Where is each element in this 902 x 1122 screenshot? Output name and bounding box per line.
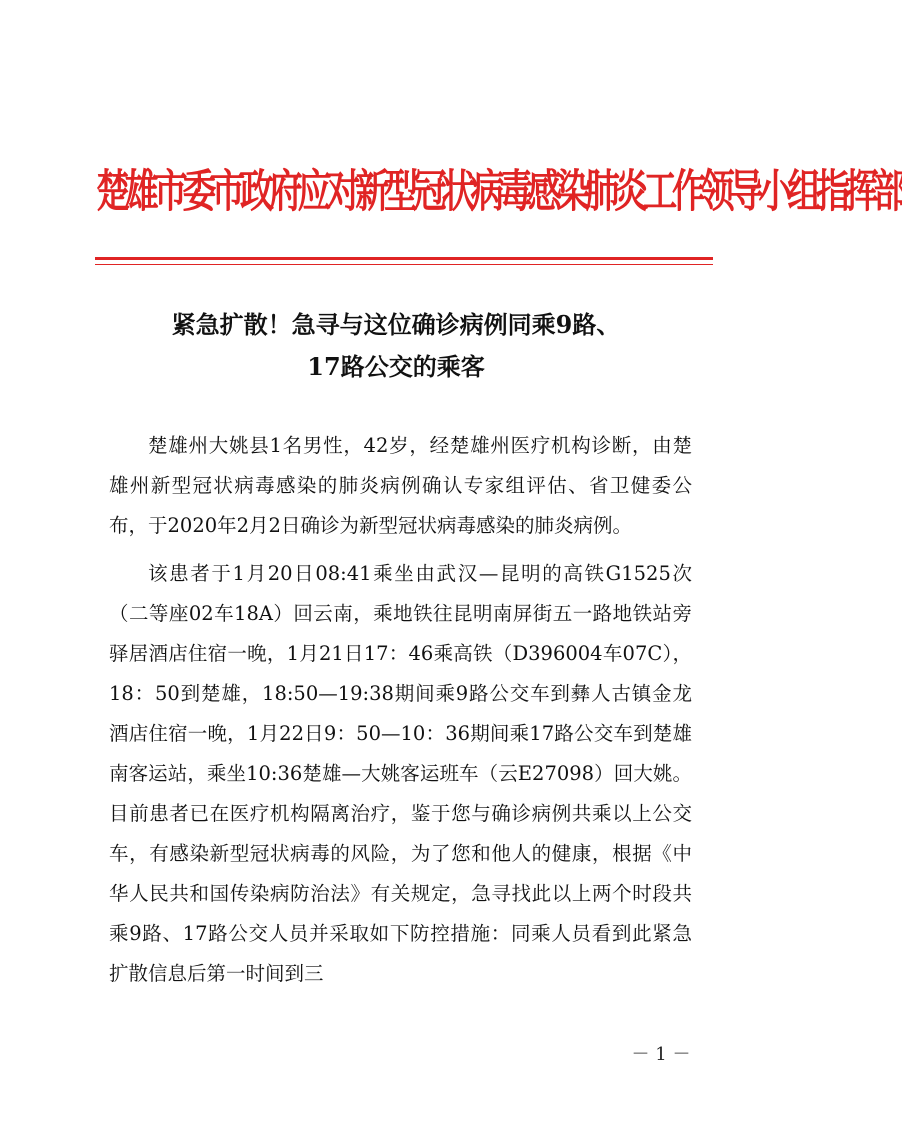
title-line-2: 17路公交的乘客 [307,352,485,381]
paragraph-1: 楚雄州大姚县1名男性，42岁，经楚雄州医疗机构诊断，由楚雄州新型冠状病毒感染的肺炎病例确认专家组评估、省卫健委公布，于2020年2月2日确诊为新型冠状病毒感染的肺炎病例。 [109,434,692,537]
document-title [96,304,696,388]
header-rule-thin [95,264,713,265]
page-number: － 1 － [631,1044,691,1065]
title-line-1: 紧急扩散！急寻与这位确诊病例同乘9路、 [171,310,621,339]
org-header: 楚雄市委市政府应对新型冠状病毒感染肺炎工作领导小组指挥部 [96,165,902,219]
paragraph-2: 该患者于1月20日08:41乘坐由武汉—昆明的高铁G1525次（二等座02车18A）回云南，乘地铁往昆明南屏街五一路地铁站旁驿居酒店住宿一晚，1月21日17：46乘高铁（D396004车07C），18：50到楚雄，18:50—19:38期间乘9路公交车到彝人古镇金龙酒店住宿一晚，1月22日9：50—10：36期间乘17路公交车到楚雄南客运站，乘坐10:36楚雄—大姚客运班车（云E27098）回大姚。目前患者已在医疗机构隔离治疗，鉴于您与确诊病例共乘以上公交车，有感染新型冠状病毒的风险，为了您和他人的健康，根据《中华人民共和国传染病防治法》有关规定，急寻找此以上两个时段共乘9路、17路公交人员并采取如下防控措施：同乘人员看到此紧急扩散信息后第一时间到三 [109,562,692,985]
header-rule-thick [95,257,713,260]
document-body [109,426,692,1002]
